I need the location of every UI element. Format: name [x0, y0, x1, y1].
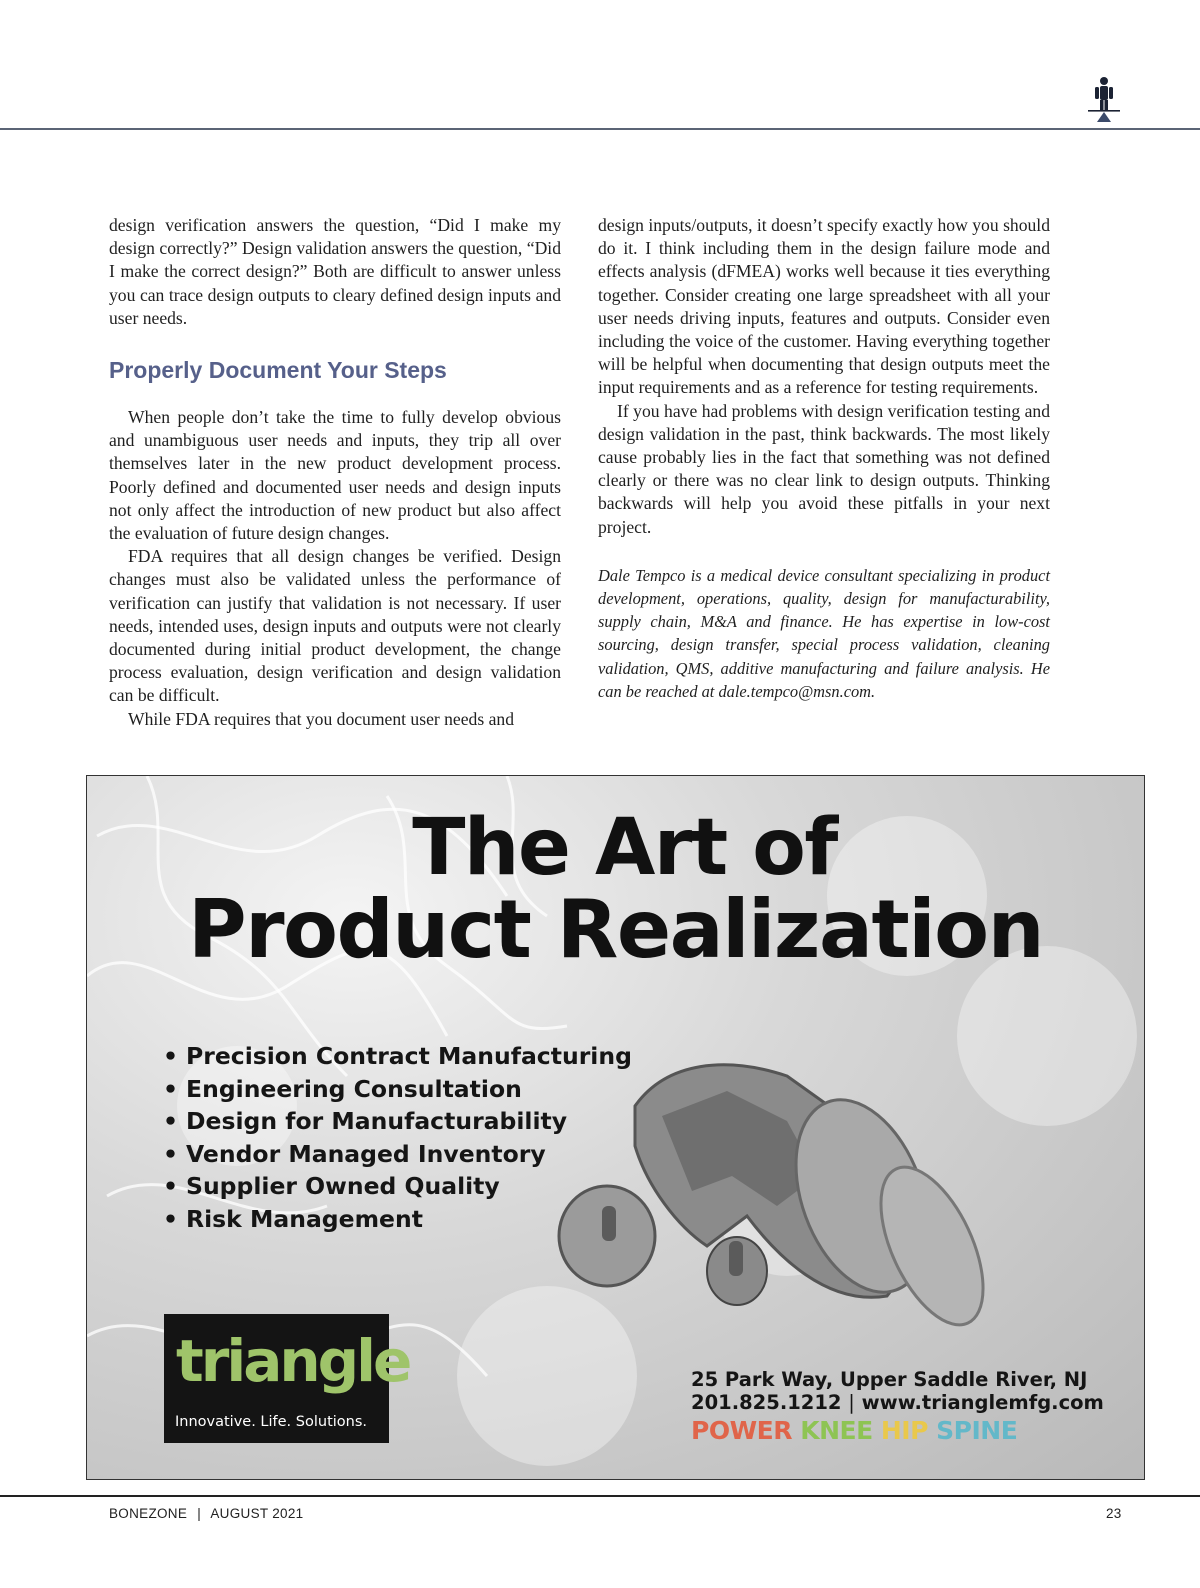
ad-specialty-spine: SPINE — [936, 1416, 1018, 1445]
ad-contact-info — [691, 1368, 1104, 1414]
ad-specialty-power: POWER — [691, 1416, 792, 1445]
ad-phone: 201.825.1212 — [691, 1391, 842, 1414]
ad-service-item: • Design for Manufacturability — [163, 1105, 632, 1138]
ad-service-item: • Precision Contract Manufacturing — [163, 1040, 632, 1073]
ad-title-line2: Product Realization — [187, 883, 1044, 976]
ad-service-item: • Vendor Managed Inventory — [163, 1138, 632, 1171]
ad-service-item: • Risk Management — [163, 1203, 632, 1236]
article-paragraph: FDA requires that all design changes be verified. Design changes must also be validated unless the performance of verification can justify that validation is not necessary. If user needs, intended uses, design inputs and outputs were not clearly documented during initial product development, the change process evaluation, design verification and design validation can be difficult. — [109, 546, 561, 706]
ad-website[interactable]: www.trianglemfg.com — [861, 1391, 1104, 1414]
human-figure-icon — [1086, 76, 1122, 126]
page-number: 23 — [1106, 1506, 1122, 1521]
logo-wordmark: triangle — [176, 1327, 410, 1395]
footer-rule — [0, 1495, 1200, 1497]
article-paragraph: If you have had problems with design verification testing and design validation in the past, think backwards. The most likely cause probably lies in the fact that something was not defined clearly or there was no clear link to design outputs. Thinking backwards will help you avoid these pitfalls in your next project. — [598, 400, 1050, 537]
publication-name: BONEZONE — [109, 1506, 188, 1521]
section-heading: Properly Document Your Steps — [109, 357, 447, 384]
ad-specialty-knee: KNEE — [800, 1416, 873, 1445]
ad-specialties — [691, 1416, 1017, 1445]
ad-address: 25 Park Way, Upper Saddle River, NJ — [691, 1368, 1088, 1391]
ad-title-line1: The Art of — [412, 803, 837, 893]
ad-phone-website — [691, 1391, 1104, 1414]
triangle-logo — [164, 1314, 410, 1443]
article-paragraph: design verification answers the question, “Did I make my design correctly?” Design validation answers the question, “Did I make the correct design?” Both are difficult to answer unless you can trace design outputs to cleary defined design inputs and user needs. — [109, 215, 561, 328]
article-left-column — [109, 214, 561, 731]
ad-service-item: • Engineering Consultation — [163, 1073, 632, 1106]
article-paragraph: While FDA requires that you document user needs and — [128, 708, 514, 729]
article-paragraph: design inputs/outputs, it doesn’t specify exactly how you should do it. I think including them in the design failure mode and effects analysis (dFMEA) works well because it ties everything together. Consider creating one large spreadsheet with all your user needs driving inputs, features and outputs. Consider even including the voice of the customer. Having everything together will be helpful when documenting that design outputs meet the input requirements and as a reference for testing requirements. — [598, 215, 1050, 398]
logo-tagline: Innovative. Life. Solutions. — [175, 1414, 368, 1430]
ad-service-item: • Supplier Owned Quality — [163, 1170, 632, 1203]
footer-publication — [109, 1506, 303, 1521]
footer-separator: | — [197, 1506, 202, 1521]
ad-specialty-hip: HIP — [880, 1416, 928, 1445]
ad-separator: | — [848, 1391, 855, 1414]
ad-services-list — [163, 1040, 632, 1236]
author-bio: Dale Tempco is a medical device consultant specializing in product development, operations, quality, design for manufacturability, supply chain, M&A and finance. He has expertise in low-cost sourcing, design transfer, special process validation, cleaning validation, QMS, additive manufacturing and failure analysis. He can be reached at dale.tempco@msn.com. — [598, 565, 1050, 701]
article-paragraph: When people don’t take the time to fully develop obvious and unambiguous user needs and inputs, they trip all over themselves later in the new product development process. Poorly defined and documented user needs and design inputs not only affect the introduction of new product but also affect the evaluation of future design changes. — [109, 407, 561, 544]
header-rule — [0, 128, 1200, 130]
issue-date: AUGUST 2021 — [210, 1506, 304, 1521]
triangle-advertisement — [86, 775, 1145, 1480]
article-right-column — [598, 214, 1050, 703]
